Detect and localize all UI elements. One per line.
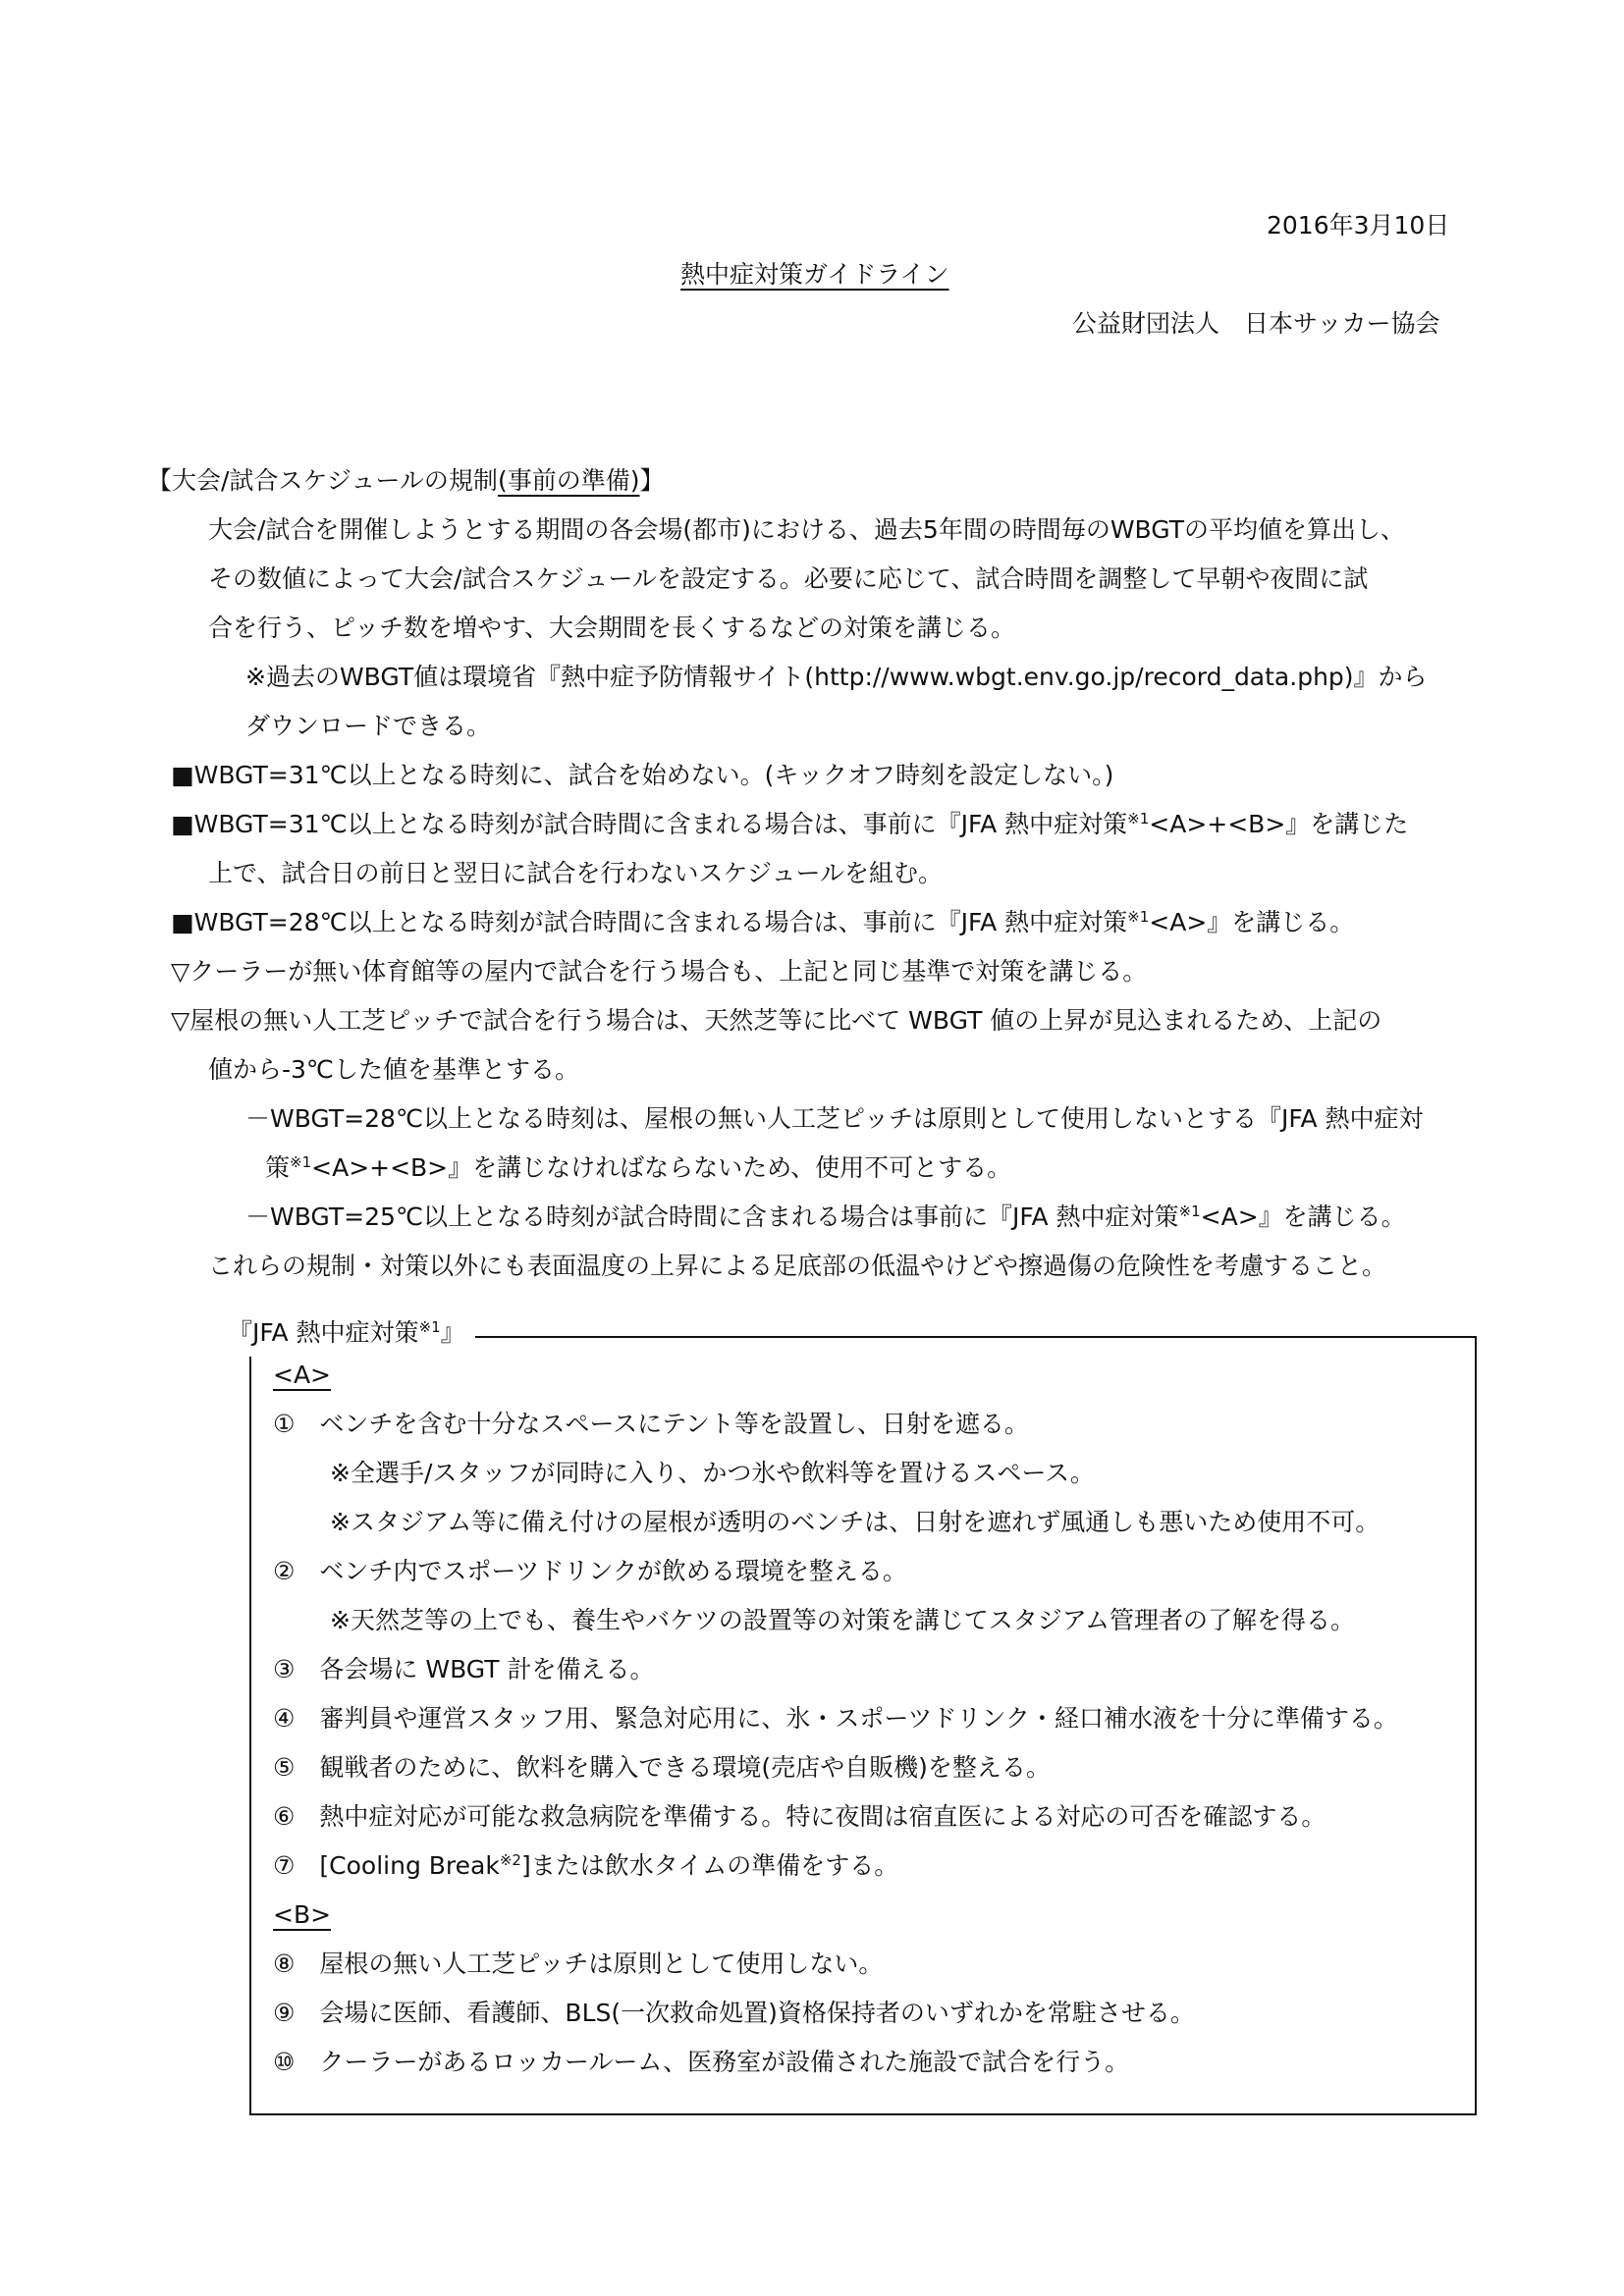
- sub-rule-line: －WBGT=25℃以上となる時刻が試合時間に含まれる場合は事前に『JFA 熱中症対策$^{※1}$<A>』を講じる。: [245, 1202, 1406, 1231]
- measure-item: ① ベンチを含む十分なスペースにテント等を設置し、日射を遮る。: [273, 1410, 1029, 1438]
- paragraph-line: 合を行う、ピッチ数を増やす、大会期間を長くするなどの対策を講じる。: [208, 614, 1016, 642]
- measure-item: ⑦ [Cooling Break$^{※2}$]または飲水タイムの準備をする。: [273, 1851, 899, 1880]
- measure-item: ④ 審判員や運営スタッフ用、緊急対応用に、氷・スポーツドリンク・経口補水液を十分に準備する。: [273, 1704, 1398, 1733]
- rule-line: ■WBGT=31℃以上となる時刻が試合時間に含まれる場合は、事前に『JFA 熱中症対策$^{※1}$<A>+<B>』を講じた: [171, 810, 1409, 838]
- section-heading-underlined: (事前の準備): [497, 466, 640, 495]
- document-title: 熱中症対策ガイドライン: [680, 260, 949, 289]
- section-heading-suffix: 】: [639, 466, 665, 495]
- footnote-mark: ※1: [1127, 908, 1150, 926]
- document-date: 2016年3月10日: [1267, 211, 1450, 240]
- issuing-organization: 公益財団法人 日本サッカー協会: [1072, 309, 1440, 338]
- jfa-measures-box: [249, 1336, 1477, 2115]
- sub-rule-line-cont: 策$^{※1}$<A>+<B>』を講じなければならないため、使用不可とする。: [265, 1153, 1012, 1182]
- measure-item: ③ 各会場に WBGT 計を備える。: [273, 1655, 655, 1683]
- section-a-label: <A>: [273, 1361, 331, 1389]
- wbgt-source-note-cont: ダウンロードできる。: [245, 712, 492, 740]
- footnote-mark: ※1: [1178, 1202, 1201, 1220]
- measure-note: ※スタジアム等に備え付けの屋根が透明のベンチは、日射を遮れず風通しも悪いため使用不可。: [330, 1508, 1380, 1536]
- measure-note: ※全選手/スタッフが同時に入り、かつ氷や飲料等を置けるスペース。: [330, 1459, 1095, 1487]
- footnote-mark: ※2: [499, 1851, 521, 1869]
- rule-line-cont: 上で、試合日の前日と翌日に試合を行わないスケジュールを組む。: [208, 859, 944, 887]
- measure-item: ⑨ 会場に医師、看護師、BLS(一次救命処置)資格保持者のいずれかを常駐させる。: [273, 1999, 1195, 2027]
- measure-item: ② ベンチ内でスポーツドリンクが飲める環境を整える。: [273, 1557, 907, 1585]
- measure-item: ⑧ 屋根の無い人工芝ピッチは原則として使用しない。: [273, 1949, 884, 1978]
- closing-paragraph: これらの規制・対策以外にも表面温度の上昇による足底部の低温やけどや擦過傷の危険性を考慮すること。: [208, 1252, 1387, 1280]
- footnote-mark: ※1: [418, 1318, 441, 1336]
- paragraph-line: 大会/試合を開催しようとする期間の各会場(都市)における、過去5年間の時間毎のWBGTの平均値を算出し、: [208, 515, 1406, 544]
- rule-line: ■WBGT=28℃以上となる時刻が試合時間に含まれる場合は、事前に『JFA 熱中症対策$^{※1}$<A>』を講じる。: [171, 908, 1355, 936]
- footnote-mark: ※1: [1127, 810, 1150, 828]
- wbgt-source-note: ※過去のWBGT値は環境省『熱中症予防情報サイト(http://www.wbgt.env.go.jp/record_data.php)』から: [245, 663, 1428, 691]
- section-heading-prefix: 【大会/試合スケジュールの規制: [147, 466, 498, 495]
- rule-line: ▽屋根の無い人工芝ピッチで試合を行う場合は、天然芝等に比べて WBGT 値の上昇が見込まれるため、上記の: [171, 1006, 1382, 1035]
- sub-rule-line: －WBGT=28℃以上となる時刻は、屋根の無い人工芝ピッチは原則として使用しないとする『JFA 熱中症対: [245, 1104, 1424, 1133]
- jfa-box-title: 『JFA 熱中症対策$^{※1}$』: [224, 1309, 475, 1357]
- paragraph-line: その数値によって大会/試合スケジュールを設定する。必要に応じて、試合時間を調整して早朝や夜間に試: [208, 564, 1369, 593]
- section-b-label: <B>: [273, 1900, 332, 1929]
- rule-line: ▽クーラーが無い体育館等の屋内で試合を行う場合も、上記と同じ基準で対策を講じる。: [171, 957, 1148, 986]
- rule-line-cont: 値から-3℃した値を基準とする。: [208, 1055, 580, 1084]
- footnote-mark: ※1: [290, 1153, 312, 1171]
- measure-item: ⑥ 熱中症対応が可能な救急病院を準備する。特に夜間は宿直医による対応の可否を確認する。: [273, 1802, 1326, 1831]
- measure-note: ※天然芝等の上でも、養生やバケツの設置等の対策を講じてスタジアム管理者の了解を得る。: [330, 1606, 1355, 1634]
- section-heading: [147, 457, 664, 505]
- measure-item: ⑤ 観戦者のために、飲料を購入できる環境(売店や自販機)を整える。: [273, 1753, 1051, 1782]
- measure-item: ⑩ クーラーがあるロッカールーム、医務室が設備された施設で試合を行う。: [273, 2048, 1130, 2076]
- rule-line: ■WBGT=31℃以上となる時刻に、試合を始めない。(キックオフ時刻を設定しない。): [171, 761, 1114, 789]
